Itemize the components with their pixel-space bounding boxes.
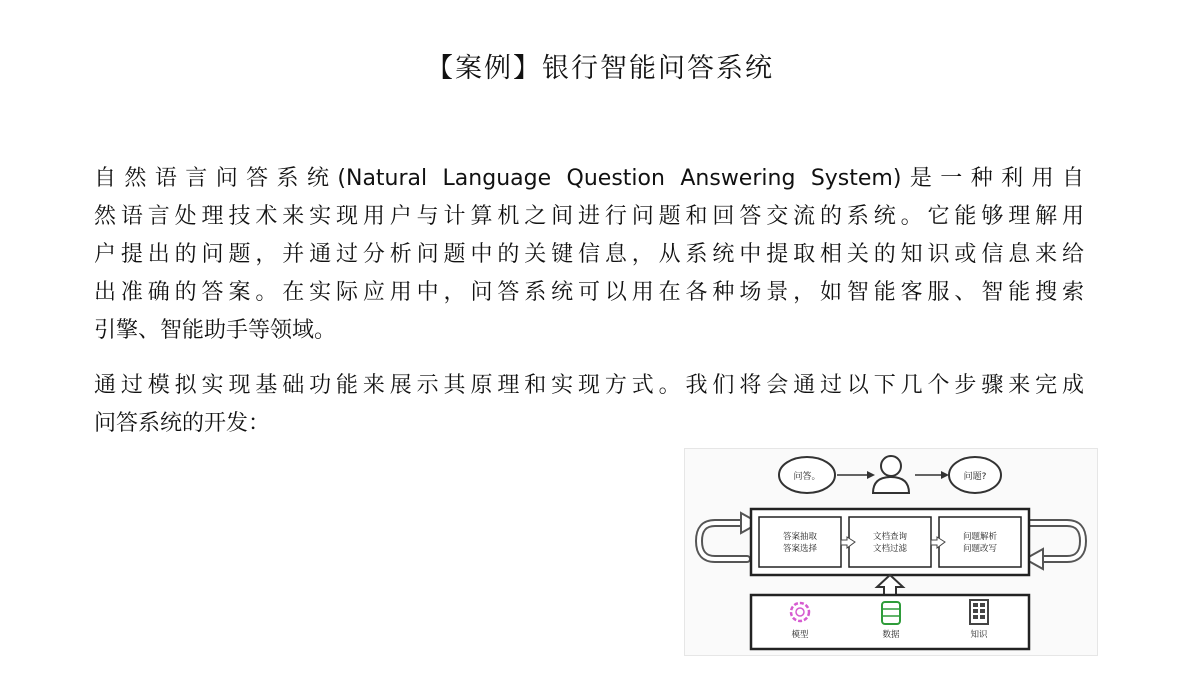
box-label: 答案选择	[782, 544, 818, 554]
resource-label: 知识	[970, 630, 988, 640]
answer-extraction-box	[759, 517, 841, 567]
paragraph-line: 自然语言问答系统(Natural Language Question Answering System)是一种利用自	[94, 166, 1084, 191]
arrow-head	[941, 471, 949, 479]
paragraph-line: 然语言处理技术来实现用户与计算机之间进行问题和回答交流的系统。它能够理解用	[94, 204, 1084, 229]
paragraph-line: 引擎、智能助手等领域。	[94, 318, 337, 343]
up-arrow-icon	[877, 575, 903, 595]
qa-system-diagram	[684, 448, 1098, 656]
user-icon	[873, 456, 909, 493]
question-parsing-box	[939, 517, 1021, 567]
paragraph-line: 出准确的答案。在实际应用中，问答系统可以用在各种场景，如智能客服、智能搜索	[94, 280, 1084, 305]
question-bubble-label: 问题?	[963, 472, 987, 482]
resource-label: 模型	[791, 630, 809, 640]
box-label: 问题解析	[962, 532, 998, 542]
intro-paragraph	[94, 160, 1084, 350]
box-label: 问题改写	[962, 544, 998, 554]
document-query-box	[849, 517, 931, 567]
box-label: 答案抽取	[782, 532, 818, 542]
box-label: 文档查询	[872, 532, 908, 542]
steps-paragraph	[94, 367, 1084, 443]
answer-bubble-label: 问答。	[793, 472, 821, 482]
gear-icon	[791, 603, 809, 621]
paragraph-line: 问答系统的开发：	[94, 411, 271, 436]
paragraph-line: 通过模拟实现基础功能来展示其原理和实现方式。我们将会通过以下几个步骤来完成	[94, 373, 1084, 398]
knowledge-cabinet-icon	[970, 600, 988, 624]
resource-label: 数据	[882, 630, 900, 640]
diagram-svg	[685, 449, 1097, 655]
page-title: 【案例】银行智能问答系统	[426, 53, 774, 84]
box-label: 文档过滤	[872, 544, 908, 554]
database-icon	[882, 602, 900, 624]
arrow-head	[867, 471, 875, 479]
paragraph-line: 户提出的问题，并通过分析问题中的关键信息，从系统中提取相关的知识或信息来给	[94, 242, 1084, 267]
